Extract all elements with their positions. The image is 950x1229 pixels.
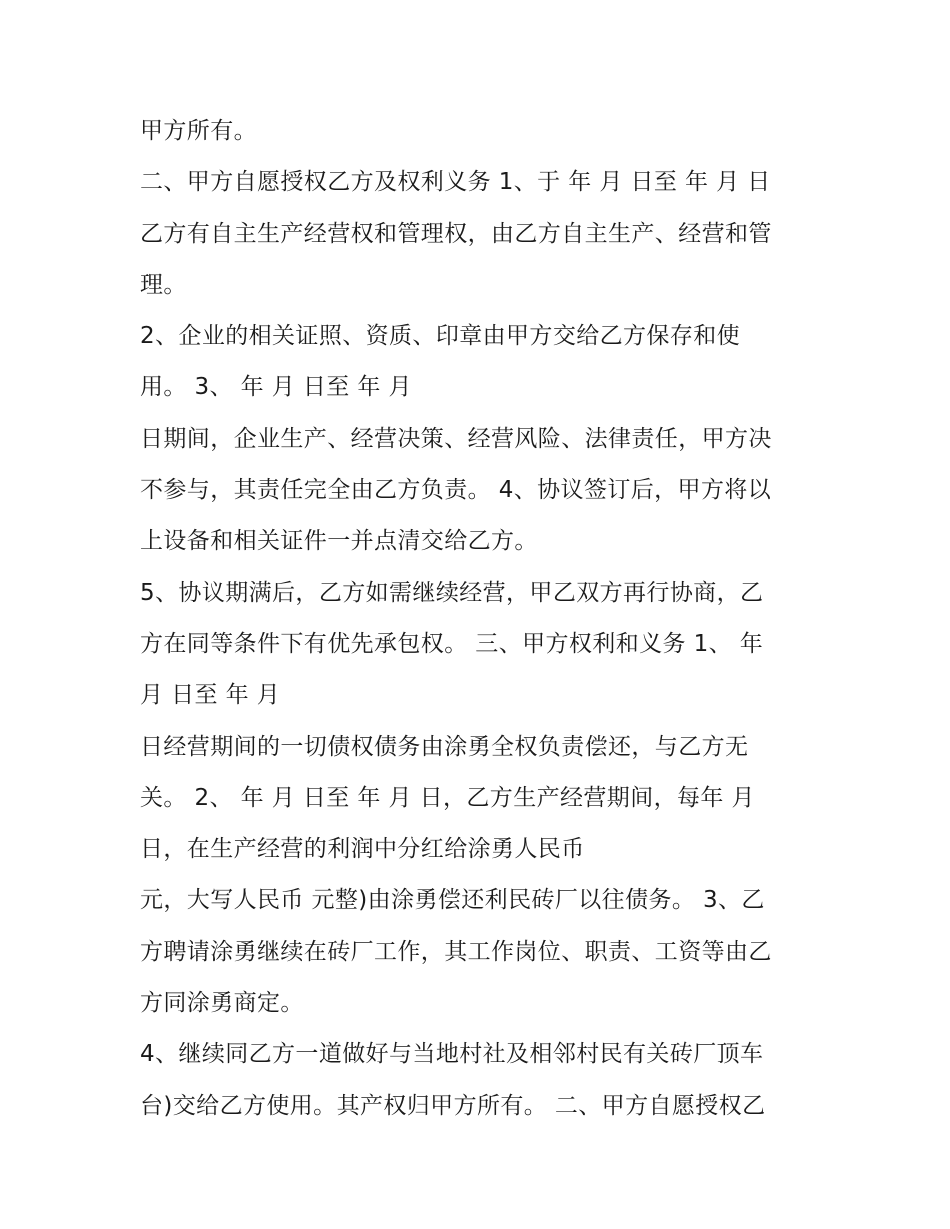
- text-line: 不参与，其责任完全由乙方负责。 4、协议签订后，甲方将以: [140, 477, 772, 504]
- text-line: 5、协议期满后，乙方如需继续经营，甲乙双方再行协商，乙: [140, 579, 764, 606]
- text-line: 方同涂勇商定。: [140, 990, 304, 1017]
- text-line: 日期间，企业生产、经营决策、经营风险、法律责任，甲方决: [140, 425, 772, 452]
- text-line: 二、甲方自愿授权乙方及权利义务 1、于 年 月 日至 年 月 日: [140, 169, 771, 196]
- text-line: 台)交给乙方使用。其产权归甲方所有。 二、甲方自愿授权乙: [140, 1092, 766, 1119]
- text-line: 关。 2、 年 月 日至 年 月 日，乙方生产经营期间，每年 月: [140, 784, 755, 811]
- text-line: 甲方所有。: [140, 118, 257, 144]
- document-body: [140, 106, 830, 1132]
- text-line: 方在同等条件下有优先承包权。 三、甲方权利和义务 1、 年: [140, 630, 764, 657]
- text-line: 日经营期间的一切债权债务由涂勇全权负责偿还，与乙方无: [140, 733, 749, 760]
- text-line: 上设备和相关证件一并点清交给乙方。: [140, 528, 538, 555]
- text-line: 理。: [140, 271, 187, 298]
- text-line: 方聘请涂勇继续在砖厂工作，其工作岗位、职责、工资等由乙: [140, 938, 772, 965]
- text-line: 乙方有自主生产经营权和管理权，由乙方自主生产、经营和管: [140, 220, 772, 247]
- text-line: 2、企业的相关证照、资质、印章由甲方交给乙方保存和使: [140, 323, 741, 350]
- text-line: 月 日至 年 月: [140, 682, 281, 709]
- text-line: 日，在生产经营的利润中分红给涂勇人民币: [140, 836, 585, 863]
- text-line: 用。 3、 年 月 日至 年 月: [140, 374, 412, 401]
- text-line: 元，大写人民币 元整)由涂勇偿还利民砖厂以往债务。 3、乙: [140, 887, 765, 914]
- text-line: 4、继续同乙方一道做好与当地村社及相邻村民有关砖厂顶车: [140, 1041, 764, 1068]
